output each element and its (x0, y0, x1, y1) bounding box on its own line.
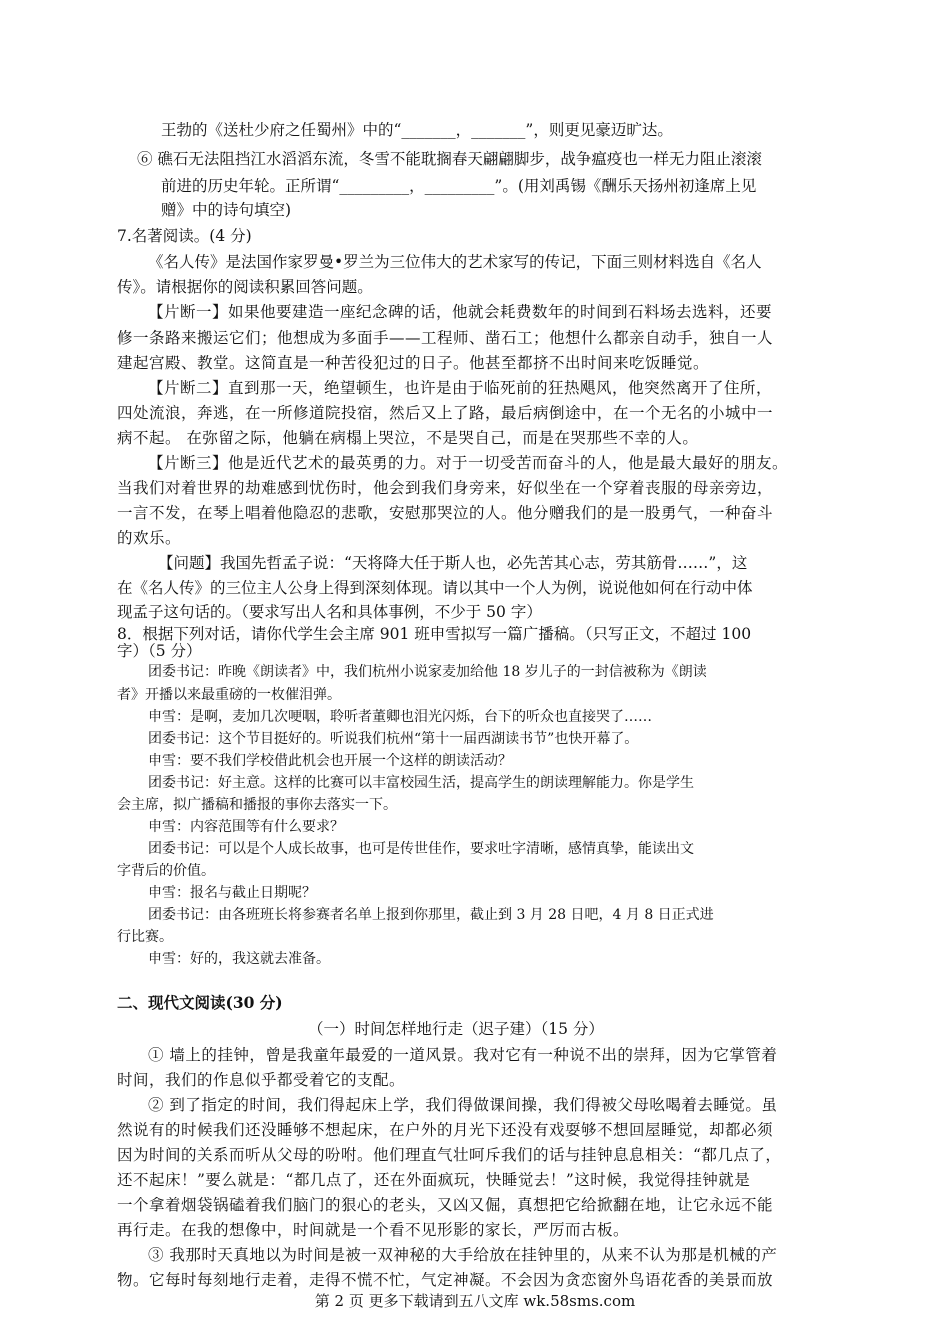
page-footer: 第 2 页 更多下载请到五八文库 wk.58sms.com (314, 1292, 636, 1310)
excerpt-3-line-4: 的欢乐。 (117, 529, 182, 547)
excerpt-3-line-3: 一言不发，在琴上唱着他隐忍的悲歌，安慰那哭泣的人。他分赠我们的是一股勇气，一种奋斗 (117, 504, 774, 522)
text-line-2: ⑥ 礁石无法阻挡江水滔滔东流，冬雪不能耽搁春天翩翩脚步，战争瘟疫也一样无力阻止滚滚 (137, 150, 762, 168)
text-line-4: 赠》中的诗句填空) (161, 201, 292, 219)
excerpt-2-line-2: 四处流浪，奔逃，在一所修道院投宿，然后又上了路，最后病倒途中，在一个无名的小城中一 (117, 404, 774, 422)
question-line-2: 在《名人传》的三位主人公身上得到深刻体现。请以其中一个人为例，说说他如何在行动中体 (117, 579, 753, 597)
dialogue-line-12: 团委书记：由各班班长将参赛者名单上报到你那里，截止到 3 月 28 日吧，4 月 8 日正式进 (148, 907, 714, 923)
article-line-4: 然说有的时候我们还没睡够不想起床，在户外的月光下还没有戏耍够不想回屋睡觉，却都必须 (117, 1121, 774, 1139)
text-line-7: 传》。请根据你的阅读积累回答问题。 (117, 278, 373, 296)
article-line-2: 时间，我们的作息似乎都受着它的支配。 (117, 1071, 406, 1089)
question-line-3: 现孟子这句话的。（要求写出人名和具体事例，不少于 50 字） (117, 603, 542, 621)
article-line-10: 物。它每时每刻地行走着，走得不慌不忙，气定神凝。不会因为贪恋窗外鸟语花香的美景而放 (117, 1271, 774, 1289)
article-line-1: ① 墙上的挂钟，曾是我童年最爱的一道风景。我对它有一种说不出的崇拜，因为它掌管着 (148, 1046, 778, 1064)
dialogue-line-10: 字背后的价值。 (117, 863, 215, 879)
article-line-3: ② 到了指定的时间，我们得起床上学，我们得做课间操，我们得被父母吆喝着去睡觉。虽 (148, 1096, 778, 1114)
dialogue-line-13: 行比赛。 (117, 929, 173, 945)
dialogue-line-1: 团委书记：昨晚《朗读者》中，我们杭州小说家麦加给他 18 岁儿子的一封信被称为《朗读 (148, 664, 707, 680)
section-2-heading: 二、现代文阅读(30 分) (117, 993, 283, 1012)
excerpt-1-line-1: 【片断一】如果他要建造一座纪念碑的话，他就会耗费数年的时间到石料场去选料，还要 (148, 303, 773, 321)
question-8-heading-cont: 字）（5 分） (117, 642, 202, 660)
excerpt-3-line-2: 当我们对着世界的劫难感到忧伤时，他会到我们身旁来，好似坐在一个穿着丧服的母亲旁边， (117, 479, 774, 497)
text-line-3: 前进的历史年轮。正所谓“_________，_________”。(用刘禹锡《酬乐天扬州初逢席上见 (161, 177, 757, 195)
dialogue-line-8: 申雪：内容范围等有什么要求？ (148, 819, 344, 835)
text-line-1: 王勃的《送杜少府之任蜀州》中的“_______，_______”，则更见豪迈旷达。 (161, 121, 673, 139)
article-line-5: 因为时间的关系而听从父母的吩咐。他们理直气壮呵斥我们的话与挂钟息息相关：“都几点了， (117, 1146, 782, 1164)
excerpt-2-line-3: 病不起。 在弥留之际，他躺在病榻上哭泣，不是哭自己，而是在哭那些不幸的人。 (117, 429, 699, 447)
dialogue-line-3: 申雪：是啊，麦加几次哽咽，聆听者董卿也泪光闪烁，台下的听众也直接哭了…… (148, 709, 652, 725)
dialogue-line-6: 团委书记：好主意。这样的比赛可以丰富校园生活，提高学生的朗读理解能力。你是学生 (148, 775, 694, 791)
dialogue-line-2: 者》开播以来最重磅的一枚催泪弹。 (117, 687, 341, 703)
question-7-heading: 7.名著阅读。(4 分) (117, 227, 252, 245)
excerpt-1-line-2: 修一条路来搬运它们；他想成为多面手——工程师、凿石工；他想什么都亲自动手，独自一人 (117, 329, 774, 347)
article-line-8: 再行走。在我的想像中，时间就是一个看不见形影的家长，严厉而古板。 (117, 1221, 630, 1239)
article-line-6: 还不起床！”要么就是：“都几点了，还在外面疯玩，快睡觉去！”这时候，我觉得挂钟就是 (117, 1171, 751, 1189)
question-8-heading: 8．根据下列对话，请你代学生会主席 901 班申雪拟写一篇广播稿。（只写正文，不超过 100 (117, 625, 752, 643)
excerpt-2-line-1: 【片断二】直到那一天，绝望顿生，也许是由于临死前的狂热飓风，他突然离开了住所， (148, 379, 773, 397)
article-line-7: 一个拿着烟袋锅磕着我们脑门的狠心的老头，又凶又倔，真想把它给掀翻在地，让它永远不能 (117, 1196, 774, 1214)
dialogue-line-9: 团委书记：可以是个人成长故事，也可是传世佳作，要求吐字清晰，感情真挚，能读出文 (148, 841, 694, 857)
article-line-9: ③ 我那时天真地以为时间是被一双神秘的大手给放在挂钟里的，从来不认为那是机械的产 (148, 1246, 778, 1264)
excerpt-3-line-1: 【片断三】他是近代艺术的最英勇的力。对于一切受苦而奋斗的人，他是最大最好的朋友。 (148, 454, 789, 472)
dialogue-line-7: 会主席，拟广播稿和播报的事你去落实一下。 (117, 797, 397, 813)
excerpt-1-line-3: 建起宫殿、教堂。这简直是一种苦役犯过的日子。他甚至都挤不出时间来吃饭睡觉。 (117, 354, 710, 372)
article-title: （一）时间怎样地行走（迟子建）（15 分） (308, 1020, 604, 1038)
dialogue-line-5: 申雪：要不我们学校借此机会也开展一个这样的朗读活动？ (148, 753, 512, 769)
text-line-6: 《名人传》是法国作家罗曼•罗兰为三位伟大的艺术家写的传记，下面三则材料选自《名人 (148, 253, 762, 271)
dialogue-line-14: 申雪：好的，我这就去准备。 (148, 951, 330, 967)
dialogue-line-4: 团委书记：这个节目挺好的。听说我们杭州“第十一届西湖读书节”也快开幕了。 (148, 731, 639, 747)
dialogue-line-11: 申雪：报名与截止日期呢？ (148, 885, 316, 901)
question-line-1: 【问题】我国先哲孟子说：“天将降大任于斯人也，必先苦其心志，劳其筋骨……”，这 (158, 554, 748, 572)
